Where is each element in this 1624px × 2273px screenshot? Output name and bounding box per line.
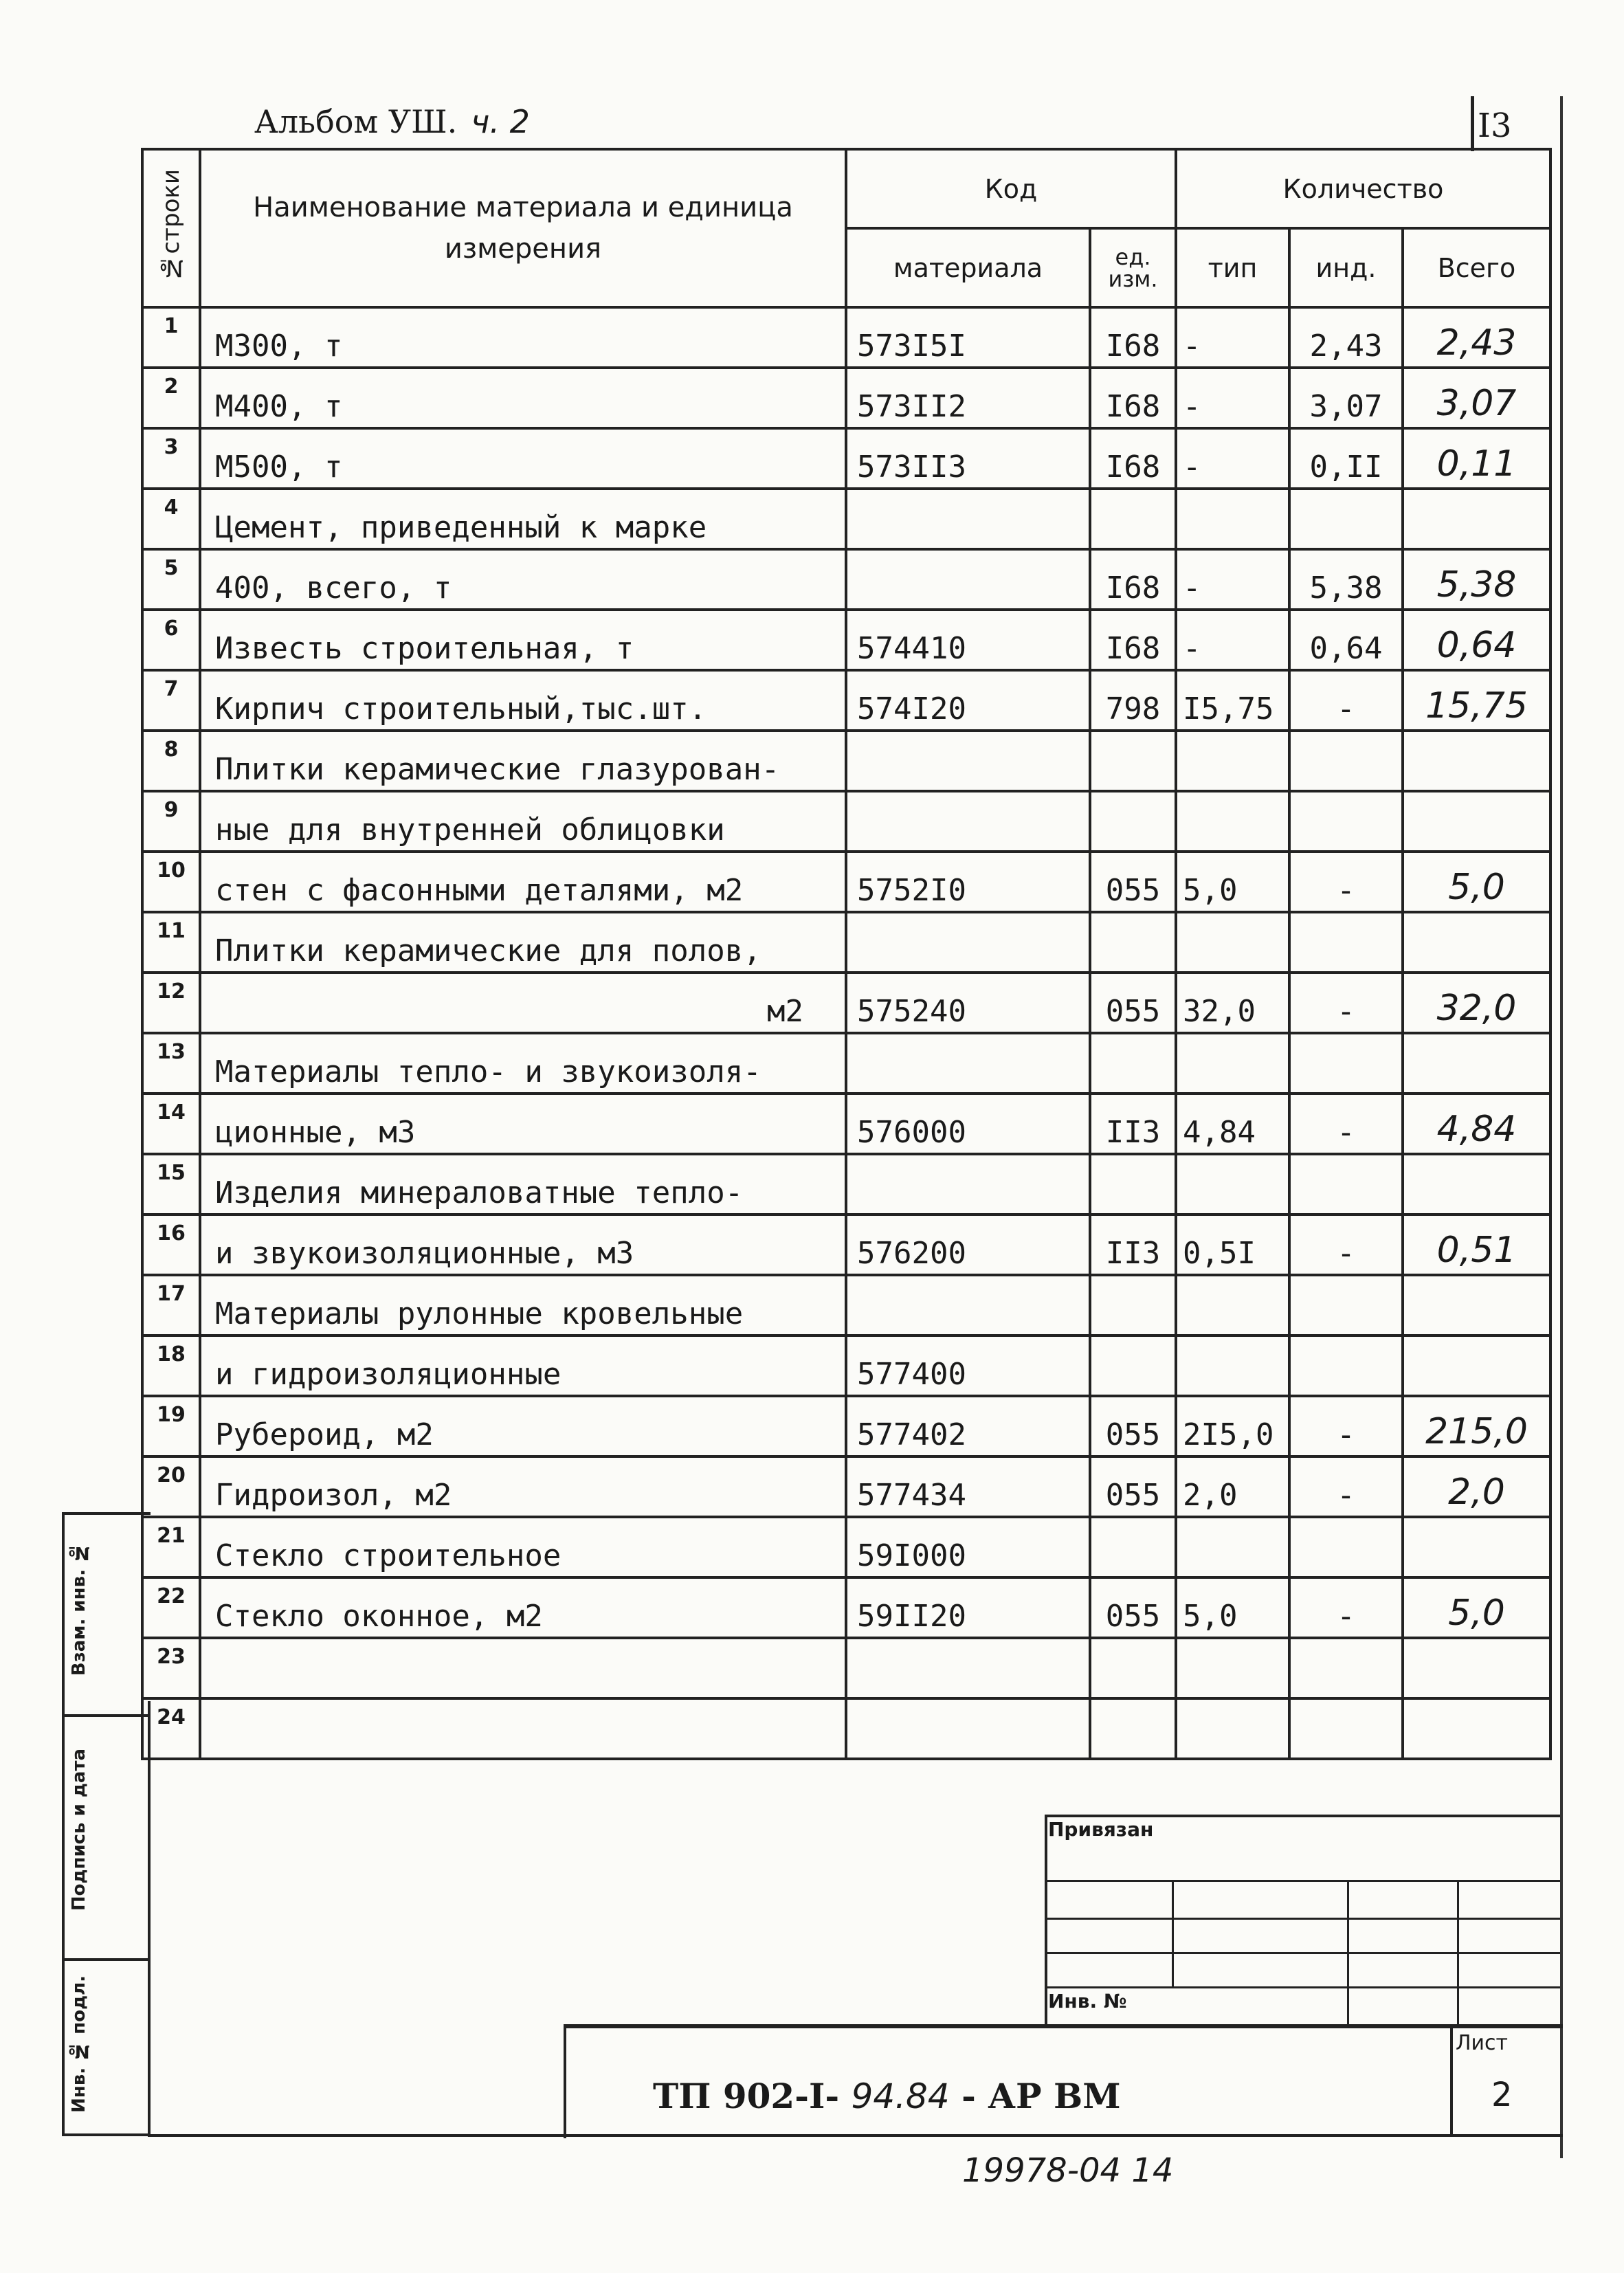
material-name: и гидроизоляционные [200,1335,846,1396]
material-name: и звукоизоляционные, м3 [200,1215,846,1275]
qty-type: - [1176,428,1289,489]
qty-total [1403,791,1550,852]
material-code: 576200 [846,1215,1090,1275]
material-name: М500, т [200,428,846,489]
qty-total [1403,912,1550,973]
row-number: 8 [142,731,200,791]
left-stamp-column [62,1512,151,2136]
row-number: 23 [142,1638,200,1698]
qty-type [1176,1275,1289,1335]
material-code: 577402 [846,1396,1090,1456]
table-row [142,1396,1550,1456]
unit-code: I68 [1090,307,1176,368]
unit-code [1090,489,1176,549]
row-number: 3 [142,428,200,489]
qty-ind: 0,II [1289,428,1403,489]
header-name: Наименование материала и единица измерения [200,149,846,307]
row-number: 16 [142,1215,200,1275]
table-row [142,1275,1550,1335]
qty-total [1403,489,1550,549]
row-number: 21 [142,1517,200,1577]
material-name [200,1638,846,1698]
page-number: I3 [1478,107,1512,145]
material-name: Гидроизол, м2 [200,1456,846,1517]
material-code: 576000 [846,1094,1090,1154]
qty-total: 0,11 [1403,428,1550,489]
table-row [142,610,1550,670]
table-row [142,1094,1550,1154]
material-code: 574I20 [846,670,1090,731]
album-part: ч. 2 [471,103,530,140]
material-name: Материалы тепло- и звукоизоля- [200,1033,846,1094]
material-code: 573I5I [846,307,1090,368]
header-qty-type: тип [1176,228,1289,307]
binding-inv-no: Инв. № [1048,1990,1127,2013]
material-code: 59I000 [846,1517,1090,1577]
qty-ind: - [1289,1456,1403,1517]
qty-ind [1289,731,1403,791]
qty-type [1176,1638,1289,1698]
qty-total [1403,1517,1550,1577]
unit-code [1090,1335,1176,1396]
qty-type: 2I5,0 [1176,1396,1289,1456]
sheet-label: Лист [1456,2031,1509,2055]
qty-ind [1289,912,1403,973]
qty-type [1176,489,1289,549]
row-number: 6 [142,610,200,670]
qty-ind [1289,791,1403,852]
material-code [846,912,1090,973]
qty-type [1176,912,1289,973]
page-number-divider [1471,96,1474,151]
table-row [142,973,1550,1033]
unit-code: 798 [1090,670,1176,731]
material-code [846,549,1090,610]
row-number: 13 [142,1033,200,1094]
row-number: 5 [142,549,200,610]
qty-total: 3,07 [1403,368,1550,428]
unit-code: II3 [1090,1215,1176,1275]
qty-total [1403,731,1550,791]
material-name: Стекло оконное, м2 [200,1577,846,1638]
table-row [142,368,1550,428]
row-number: 15 [142,1154,200,1215]
materials-table [141,148,1552,1760]
qty-type: - [1176,368,1289,428]
qty-ind: - [1289,1396,1403,1456]
qty-ind [1289,1638,1403,1698]
material-code: 59II20 [846,1577,1090,1638]
unit-code: I68 [1090,368,1176,428]
material-name: Известь строительная, т [200,610,846,670]
qty-ind: 2,43 [1289,307,1403,368]
row-number: 22 [142,1577,200,1638]
qty-ind [1289,1517,1403,1577]
unit-code: 055 [1090,1456,1176,1517]
qty-ind: - [1289,973,1403,1033]
qty-type [1176,731,1289,791]
table-row [142,1215,1550,1275]
table-row [142,1335,1550,1396]
qty-type [1176,1335,1289,1396]
row-number: 24 [142,1698,200,1759]
table-row [142,1154,1550,1215]
qty-total: 15,75 [1403,670,1550,731]
qty-type [1176,791,1289,852]
material-code [846,731,1090,791]
qty-type: - [1176,549,1289,610]
sheet-number: 2 [1491,2076,1513,2114]
unit-code [1090,1275,1176,1335]
header-code: Код [846,149,1176,228]
material-code [846,1638,1090,1698]
material-name: Плитки керамические глазурован- [200,731,846,791]
row-number: 18 [142,1335,200,1396]
qty-type [1176,1517,1289,1577]
stamp-divider [65,1714,151,1717]
table-row [142,307,1550,368]
unit-code: 055 [1090,973,1176,1033]
qty-ind: 5,38 [1289,549,1403,610]
row-number: 7 [142,670,200,731]
qty-total [1403,1275,1550,1335]
qty-ind [1289,1335,1403,1396]
unit-code [1090,1154,1176,1215]
stamp-divider [65,1958,151,1961]
header-code-unit: ед. изм. [1090,228,1176,307]
material-name: м2 [200,973,846,1033]
material-code: 574410 [846,610,1090,670]
material-code [846,791,1090,852]
unit-code: I68 [1090,549,1176,610]
binding-title: Привязан [1048,1818,1154,1841]
header-code-material: материала [846,228,1090,307]
table-row [142,1033,1550,1094]
material-name: Цемент, приведенный к марке [200,489,846,549]
row-number: 17 [142,1275,200,1335]
qty-total: 5,38 [1403,549,1550,610]
unit-code: II3 [1090,1094,1176,1154]
row-number: 4 [142,489,200,549]
qty-total: 2,0 [1403,1456,1550,1517]
qty-type [1176,1033,1289,1094]
qty-total: 0,64 [1403,610,1550,670]
row-number: 12 [142,973,200,1033]
qty-total [1403,1033,1550,1094]
qty-ind: - [1289,670,1403,731]
material-name: М400, т [200,368,846,428]
table-row [142,1638,1550,1698]
qty-ind: - [1289,1215,1403,1275]
qty-total: 5,0 [1403,852,1550,912]
table-row [142,549,1550,610]
material-name: ционные, м3 [200,1094,846,1154]
material-code [846,1154,1090,1215]
qty-ind: - [1289,1094,1403,1154]
unit-code [1090,731,1176,791]
footer-handwritten-number: 19978-04 14 [962,2151,1174,2190]
table-row [142,1577,1550,1638]
qty-type: 32,0 [1176,973,1289,1033]
qty-type: 2,0 [1176,1456,1289,1517]
qty-total: 32,0 [1403,973,1550,1033]
material-name: стен с фасонными деталями, м2 [200,852,846,912]
row-number: 10 [142,852,200,912]
row-number: 19 [142,1396,200,1456]
qty-ind: 3,07 [1289,368,1403,428]
row-number: 14 [142,1094,200,1154]
qty-type: I5,75 [1176,670,1289,731]
material-name: Плитки керамические для полов, [200,912,846,973]
row-number: 20 [142,1456,200,1517]
qty-type: 0,5I [1176,1215,1289,1275]
album-label: Альбом УШ. [254,103,458,140]
material-code: 577400 [846,1335,1090,1396]
qty-total: 4,84 [1403,1094,1550,1154]
stamp-signature-date: Подпись и дата [69,1749,89,1911]
material-name: Изделия минераловатные тепло- [200,1154,846,1215]
qty-type: - [1176,610,1289,670]
unit-code [1090,1638,1176,1698]
unit-code: I68 [1090,610,1176,670]
qty-total: 0,51 [1403,1215,1550,1275]
unit-code: 055 [1090,1396,1176,1456]
material-code: 5752I0 [846,852,1090,912]
unit-code [1090,791,1176,852]
material-name: Кирпич строительный,тыс.шт. [200,670,846,731]
qty-total: 215,0 [1403,1396,1550,1456]
material-name: ные для внутренней облицовки [200,791,846,852]
qty-type: 5,0 [1176,852,1289,912]
table-row [142,852,1550,912]
material-code [846,1275,1090,1335]
qty-total [1403,1154,1550,1215]
material-code [846,1033,1090,1094]
qty-type: 4,84 [1176,1094,1289,1154]
table-row [142,489,1550,549]
row-number: 11 [142,912,200,973]
table-row [142,912,1550,973]
header-quantity: Количество [1176,149,1550,228]
qty-type: 5,0 [1176,1577,1289,1638]
qty-ind: - [1289,852,1403,912]
qty-total [1403,1638,1550,1698]
qty-ind [1289,1033,1403,1094]
unit-code: I68 [1090,428,1176,489]
row-number: 1 [142,307,200,368]
material-name: Рубероид, м2 [200,1396,846,1456]
qty-ind [1289,489,1403,549]
material-code: 573II2 [846,368,1090,428]
table-row [142,1517,1550,1577]
table-row [142,791,1550,852]
material-code [846,489,1090,549]
header-qty-ind: инд. [1289,228,1403,307]
table-row [142,731,1550,791]
stamp-inv-original: Инв. № подл. [69,1975,89,2113]
material-name: Материалы рулонные кровельные [200,1275,846,1335]
row-number: 9 [142,791,200,852]
header-row-no: №строки [142,149,200,307]
unit-code [1090,912,1176,973]
qty-type [1176,1154,1289,1215]
stamp-inv-replace: Взам. инв. № [69,1542,89,1676]
album-title [254,103,530,140]
material-name: Стекло строительное [200,1517,846,1577]
qty-ind: - [1289,1577,1403,1638]
material-code: 573II3 [846,428,1090,489]
document-code: ТП 902-I- 94.84 - АР ВМ [653,2076,1121,2116]
qty-total: 5,0 [1403,1577,1550,1638]
qty-total: 2,43 [1403,307,1550,368]
unit-code [1090,1033,1176,1094]
material-name: М300, т [200,307,846,368]
qty-ind [1289,1154,1403,1215]
qty-total [1403,1335,1550,1396]
material-name: 400, всего, т [200,549,846,610]
qty-type: - [1176,307,1289,368]
header-qty-total: Всего [1403,228,1550,307]
qty-ind [1289,1275,1403,1335]
table-row [142,670,1550,731]
unit-code [1090,1517,1176,1577]
material-code: 575240 [846,973,1090,1033]
unit-code: 055 [1090,1577,1176,1638]
table-row [142,1456,1550,1517]
qty-ind: 0,64 [1289,610,1403,670]
table-row [142,428,1550,489]
material-code: 577434 [846,1456,1090,1517]
unit-code: 055 [1090,852,1176,912]
row-number: 2 [142,368,200,428]
